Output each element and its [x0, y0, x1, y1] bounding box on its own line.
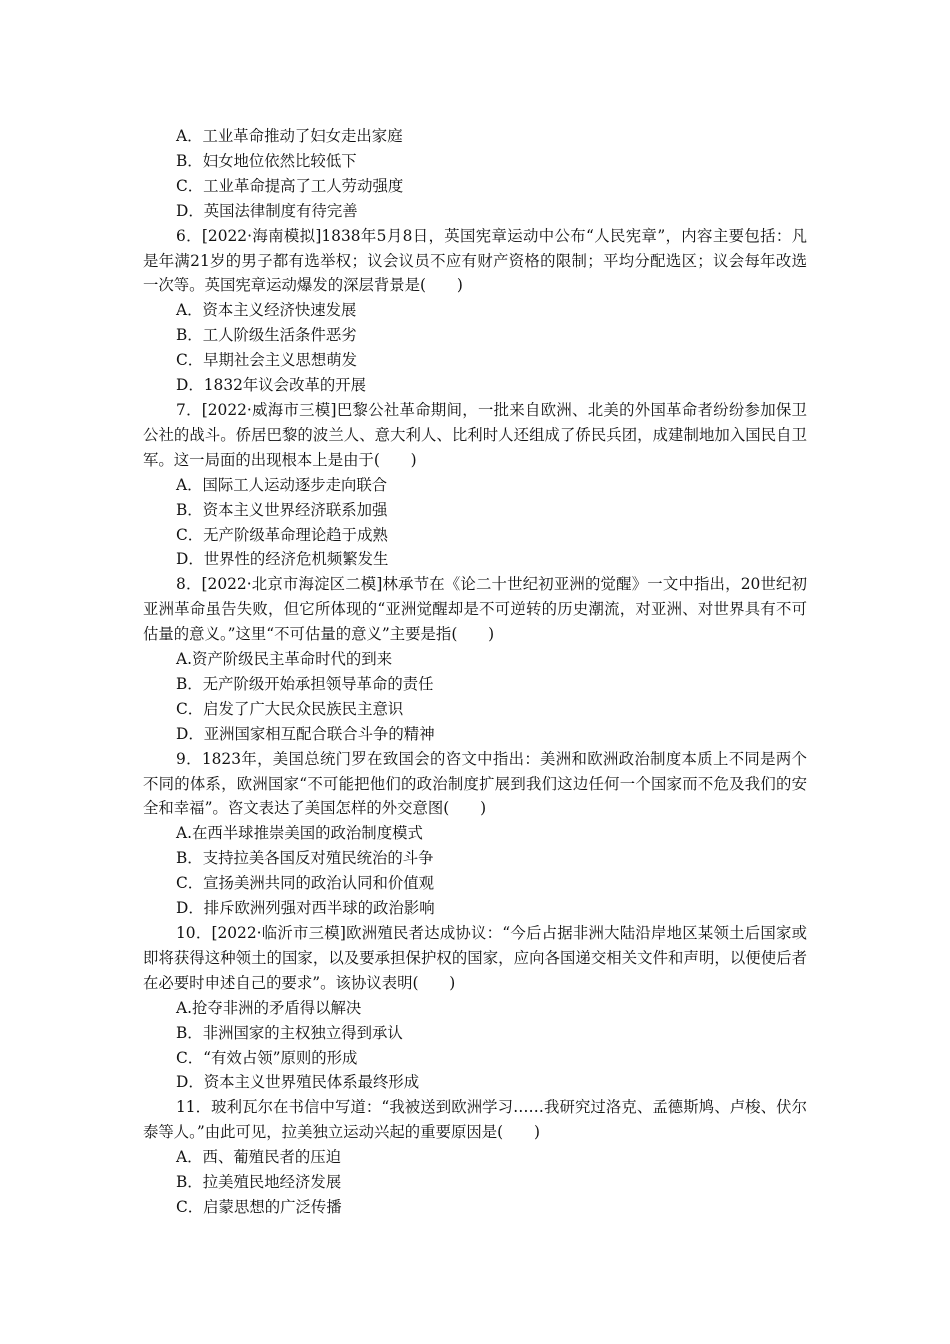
option-9c: C．宣扬美洲共同的政治认同和价值观	[176, 874, 435, 893]
option-9a: A.在西半球推崇美国的政治制度模式	[176, 824, 423, 843]
option-5a: A．工业革命推动了妇女走出家庭	[176, 127, 403, 145]
option-8a: A.资产阶级民主革命时代的到来	[176, 650, 393, 669]
option-10d: D．资本主义世界殖民体系最终形成	[176, 1073, 420, 1092]
option-7c: C．无产阶级革命理论趋于成熟	[176, 525, 388, 544]
question-10: 10．[2022·临沂市三模]欧洲殖民者达成协议：“今后占据非洲大陆沿岸地区某领土后国家或即将获得这种领土的国家，以及要承担保护权的国家，应向各国递交相关文件和声明，以便使后者在必要时申述自己的要求”。该协议表明( )	[143, 924, 807, 992]
option-10a: A.抢夺非洲的矛盾得以解决	[176, 998, 362, 1017]
option-5b: B．妇女地位依然比较低下	[176, 151, 357, 170]
question-6: 6．[2022·海南模拟]1838年5月8日，英国宪章运动中公布“人民宪章”，内容主要包括：凡是年满21岁的男子都有选举权；议会议员不应有财产资格的限制；平均分配选区；议会每年改选一次等。英国宪章运动爆发的深层背景是( )	[143, 226, 807, 295]
option-10b: B．非洲国家的主权独立得到承认	[176, 1023, 403, 1042]
option-8b: B．无产阶级开始承担领导革命的责任	[176, 674, 434, 693]
option-11b: B．拉美殖民地经济发展	[176, 1173, 342, 1192]
document-page	[143, 124, 807, 1220]
question-8: 8．[2022·北京市海淀区二模]林承节在《论二十世纪初亚洲的觉醒》一文中指出，20世纪初亚洲革命虽告失败，但它所体现的“亚洲觉醒却是不可逆转的历史潮流，对亚洲、对世界具有不可估量的意义。”这里“不可估量的意义”主要是指( )	[143, 575, 807, 644]
option-7d: D．世界性的经济危机频繁发生	[176, 550, 389, 569]
question-7: 7．[2022·威海市三模]巴黎公社革命期间，一批来自欧洲、北美的外国革命者纷纷参加保卫公社的战斗。侨居巴黎的波兰人、意大利人、比利时人还组成了侨民兵团，成建制地加入国民自卫军。这一局面的出现根本上是由于( )	[143, 400, 807, 469]
option-9b: B．支持拉美各国反对殖民统治的斗争	[176, 849, 434, 868]
option-6c: C．早期社会主义思想萌发	[176, 351, 358, 370]
option-8c: C．启发了广大民众民族民主意识	[176, 699, 404, 718]
option-7b: B．资本主义世界经济联系加强	[176, 500, 388, 519]
option-5d: D．英国法律制度有待完善	[176, 201, 358, 220]
option-6a: A．资本主义经济快速发展	[176, 301, 357, 320]
option-11c: C．启蒙思想的广泛传播	[176, 1197, 342, 1216]
question-11: 11．玻利瓦尔在书信中写道：“我被送到欧洲学习……我研究过洛克、孟德斯鸠、卢梭、伏尔泰等人。”由此可见，拉美独立运动兴起的重要原因是( )	[143, 1098, 807, 1142]
option-5c: C．工业革命提高了工人劳动强度	[176, 176, 404, 195]
option-9d: D．排斥欧洲列强对西半球的政治影响	[176, 899, 435, 918]
option-6b: B．工人阶级生活条件恶劣	[176, 326, 357, 345]
option-11a: A．西、葡殖民者的压迫	[176, 1148, 342, 1167]
question-9: 9．1823年，美国总统门罗在致国会的咨文中指出：美洲和欧洲政治制度本质上不同是两个不同的体系，欧洲国家“不可能把他们的政治制度扩展到我们这边任何一个国家而不危及我们的安全和幸福”。咨文表达了美国怎样的外交意图( )	[143, 749, 807, 818]
option-6d: D．1832年议会改革的开展	[176, 376, 367, 395]
option-8d: D．亚洲国家相互配合联合斗争的精神	[176, 724, 435, 743]
option-7a: A．国际工人运动逐步走向联合	[176, 475, 388, 494]
option-10c: C．“有效占领”原则的形成	[176, 1048, 358, 1067]
